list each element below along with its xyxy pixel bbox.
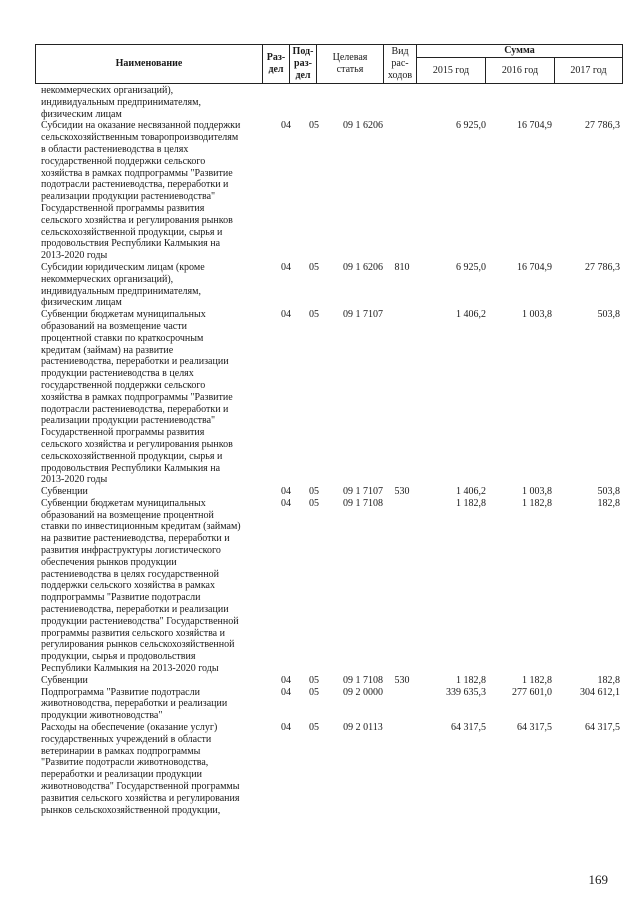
row-y2017: 304 612,1: [580, 686, 620, 698]
table-row: [35, 722, 625, 816]
row-name: Субсидии на оказание несвязанной поддержки сельскохозяйственным товаропроизводителям в области растениеводства в целях государственной поддержки сельского хозяйства в рамках подпрограммы "Развитие подотрасли растениеводства, переработки и реализации продукции растениеводства" Государственной программы развития сельского хозяйства и регулирования рынков сельскохозяйственной продукции, сырья и продовольствия Республики Калмыкия на 2013-2020 годы: [41, 120, 241, 262]
row-y2016: 1 003,8: [522, 486, 552, 498]
row-razdel: 04: [281, 486, 291, 498]
row-statya: 09 1 7107: [343, 309, 383, 321]
header-summa: Сумма: [416, 44, 623, 58]
row-vid: 530: [394, 486, 410, 498]
row-y2017: 182,8: [597, 497, 620, 509]
row-y2015: 6 925,0: [456, 261, 486, 273]
row-razdel: 04: [281, 686, 291, 698]
row-razdel: 04: [281, 309, 291, 321]
row-vid: 810: [394, 261, 410, 273]
table-row: [35, 675, 625, 687]
row-y2016: 277 601,0: [512, 686, 552, 698]
header-statya: Целевая статья: [316, 44, 384, 84]
row-y2015: 1 406,2: [456, 486, 486, 498]
row-y2015: 1 182,8: [456, 674, 486, 686]
row-y2016: 16 704,9: [517, 120, 552, 132]
row-podrazdel: 05: [309, 486, 319, 498]
row-y2015: 6 925,0: [456, 120, 486, 132]
table-header: [35, 44, 623, 84]
row-y2016: 1 182,8: [522, 674, 552, 686]
row-name: Субвенции: [41, 674, 88, 686]
row-statya: 09 1 7108: [343, 674, 383, 686]
table-row: [35, 486, 625, 498]
table-row: [35, 262, 625, 309]
row-y2015: 1 182,8: [456, 497, 486, 509]
table-row: [35, 85, 625, 120]
row-y2017: 503,8: [597, 486, 620, 498]
table-body: [35, 85, 625, 816]
table-row: [35, 309, 625, 486]
row-name: Субсидии юридическим лицам (кроме некоммерческих организаций), индивидуальным предпринимателям, физическим лицам: [41, 261, 205, 309]
header-podrazdel: Под- раз- дел: [289, 44, 317, 84]
row-y2015: 64 317,5: [451, 722, 486, 734]
row-razdel: 04: [281, 674, 291, 686]
row-podrazdel: 05: [309, 261, 319, 273]
row-statya: 09 2 0113: [343, 722, 383, 734]
row-statya: 09 1 7108: [343, 497, 383, 509]
row-y2017: 27 786,3: [585, 120, 620, 132]
header-2015: 2015 год: [416, 57, 486, 84]
row-podrazdel: 05: [309, 722, 319, 734]
page-number: 169: [588, 872, 608, 887]
row-y2016: 1 182,8: [522, 497, 552, 509]
row-statya: 09 2 0000: [343, 686, 383, 698]
row-podrazdel: 05: [309, 674, 319, 686]
row-y2016: 16 704,9: [517, 261, 552, 273]
row-y2017: 64 317,5: [585, 722, 620, 734]
row-name: Расходы на обеспечение (оказание услуг) государственных учреждений в области ветеринарии в рамках подпрограммы "Развитие подотрасли животноводства, переработки и реализации продукции животноводства" Государственной программы развития сельского хозяйства и регулирования рынков сельскохозяйственной продукции,: [41, 722, 240, 816]
row-razdel: 04: [281, 722, 291, 734]
row-podrazdel: 05: [309, 120, 319, 132]
row-y2017: 27 786,3: [585, 261, 620, 273]
row-y2017: 182,8: [597, 674, 620, 686]
row-y2015: 339 635,3: [446, 686, 486, 698]
row-statya: 09 1 6206: [343, 120, 383, 132]
header-vid: Вид рас- ходов: [383, 44, 417, 84]
row-name: Субвенции: [41, 486, 88, 498]
table-row: [35, 120, 625, 262]
row-vid: 530: [394, 674, 410, 686]
row-name: Субвенции бюджетам муниципальных образований на возмещение части процентной ставки по краткосрочным кредитам (займам) на развитие растениеводства, переработки и реализации продукции растениеводства в целях государственной поддержки сельского хозяйства в рамках подпрограммы "Развитие подотрасли растениеводства, переработки и реализации продукции растениеводства" Государственной программы развития сельского хозяйства и регулирования рынков сельскохозяйственной продукции, сырья и продовольствия Республики Калмыкия на 2013-2020 годы: [41, 309, 233, 486]
header-razdel: Раз- дел: [262, 44, 290, 84]
table-row: [35, 687, 625, 722]
row-name: Субвенции бюджетам муниципальных образований на возмещение процентной ставки по инвестиционным кредитам (займам) на развитие растениеводства, переработки и развития инфраструктуры логистического обеспечения рынков продукции растениеводства в целях государственной поддержки сельского хозяйства в рамках подпрограммы "Развитие подотрасли растениеводства, переработки и реализации продукции растениеводства" Государственной программы развития сельского хозяйства и регулирования рынков сельскохозяйственной продукции, сырья и продовольствия Республики Калмыкия на 2013-2020 годы: [41, 497, 241, 675]
row-podrazdel: 05: [309, 497, 319, 509]
header-2016: 2016 год: [485, 57, 555, 84]
header-2017: 2017 год: [554, 57, 623, 84]
row-razdel: 04: [281, 120, 291, 132]
row-razdel: 04: [281, 497, 291, 509]
header-name: Наименование: [35, 44, 263, 84]
row-name: Подпрограмма "Развитие подотрасли животноводства, переработки и реализации продукции животноводства": [41, 686, 228, 722]
row-y2015: 1 406,2: [456, 309, 486, 321]
table-row: [35, 498, 625, 675]
row-statya: 09 1 6206: [343, 261, 383, 273]
row-razdel: 04: [281, 261, 291, 273]
row-podrazdel: 05: [309, 686, 319, 698]
row-y2017: 503,8: [597, 309, 620, 321]
row-podrazdel: 05: [309, 309, 319, 321]
row-statya: 09 1 7107: [343, 486, 383, 498]
row-y2016: 64 317,5: [517, 722, 552, 734]
row-y2016: 1 003,8: [522, 309, 552, 321]
row-name: некоммерческих организаций), индивидуальным предпринимателям, физическим лицам: [41, 85, 201, 120]
